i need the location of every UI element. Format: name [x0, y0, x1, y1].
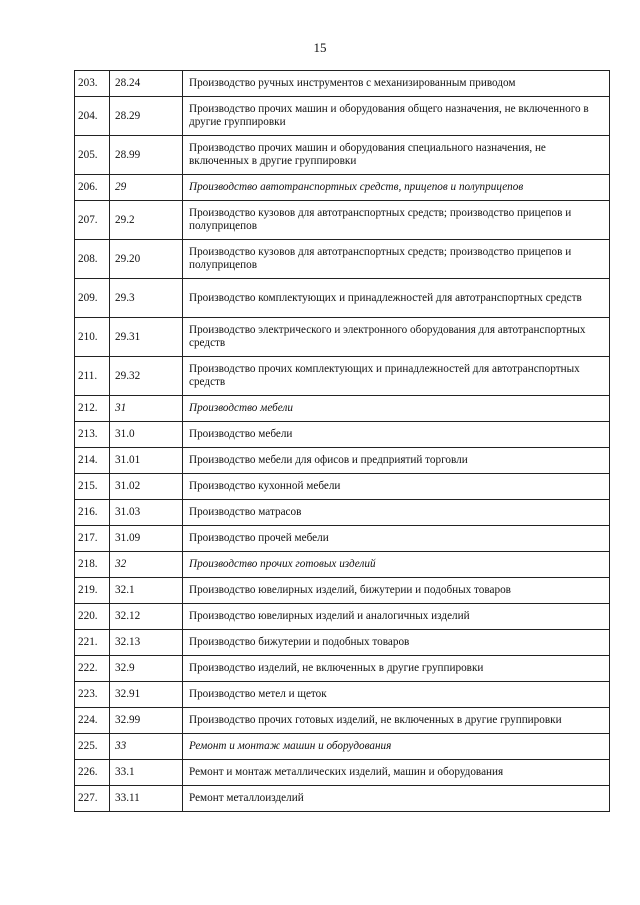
row-number-cell: 225.: [75, 734, 110, 760]
code-cell: 31.03: [110, 500, 183, 526]
name-cell: Ремонт металлоизделий: [183, 786, 610, 812]
code-cell: 33.11: [110, 786, 183, 812]
code-cell: 28.24: [110, 71, 183, 97]
code-cell: 29.31: [110, 318, 183, 357]
code-cell: 28.29: [110, 97, 183, 136]
table-row: [75, 474, 610, 500]
row-number-cell: 210.: [75, 318, 110, 357]
name-cell: Производство кухонной мебели: [183, 474, 610, 500]
table-row: [75, 708, 610, 734]
table-row: [75, 240, 610, 279]
table-row: [75, 500, 610, 526]
code-cell: 31.01: [110, 448, 183, 474]
name-cell: Производство матрасов: [183, 500, 610, 526]
code-cell: 31.09: [110, 526, 183, 552]
table-row: [75, 71, 610, 97]
table-row: [75, 357, 610, 396]
name-cell: Производство кузовов для автотранспортных средств; производство прицепов и полуприцепов: [183, 201, 610, 240]
table-row: [75, 136, 610, 175]
row-number-cell: 222.: [75, 656, 110, 682]
code-cell: 33.1: [110, 760, 183, 786]
name-cell: Ремонт и монтаж металлических изделий, машин и оборудования: [183, 760, 610, 786]
code-cell: 32.99: [110, 708, 183, 734]
code-cell: 32: [110, 552, 183, 578]
table-row: [75, 682, 610, 708]
name-cell: Производство ручных инструментов с механизированным приводом: [183, 71, 610, 97]
row-number-cell: 216.: [75, 500, 110, 526]
name-cell: Производство метел и щеток: [183, 682, 610, 708]
row-number-cell: 215.: [75, 474, 110, 500]
name-cell: Производство прочих готовых изделий: [183, 552, 610, 578]
row-number-cell: 221.: [75, 630, 110, 656]
table-row: [75, 279, 610, 318]
name-cell: Производство мебели для офисов и предприятий торговли: [183, 448, 610, 474]
row-number-cell: 209.: [75, 279, 110, 318]
row-number-cell: 207.: [75, 201, 110, 240]
code-cell: 32.12: [110, 604, 183, 630]
table-row: [75, 760, 610, 786]
row-number-cell: 211.: [75, 357, 110, 396]
name-cell: Производство изделий, не включенных в другие группировки: [183, 656, 610, 682]
name-cell: Производство прочих машин и оборудования общего назначения, не включенного в другие группировки: [183, 97, 610, 136]
code-cell: 29.2: [110, 201, 183, 240]
activity-codes-table: [74, 70, 610, 812]
code-cell: 32.9: [110, 656, 183, 682]
code-cell: 32.91: [110, 682, 183, 708]
row-number-cell: 206.: [75, 175, 110, 201]
row-number-cell: 227.: [75, 786, 110, 812]
row-number-cell: 208.: [75, 240, 110, 279]
page-number: 15: [313, 40, 327, 55]
row-number-cell: 219.: [75, 578, 110, 604]
table-row: [75, 97, 610, 136]
name-cell: Производство ювелирных изделий, бижутерии и подобных товаров: [183, 578, 610, 604]
row-number-cell: 212.: [75, 396, 110, 422]
row-number-cell: 213.: [75, 422, 110, 448]
table-row: [75, 526, 610, 552]
code-cell: 32.1: [110, 578, 183, 604]
table-row: [75, 422, 610, 448]
name-cell: Ремонт и монтаж машин и оборудования: [183, 734, 610, 760]
code-cell: 29.20: [110, 240, 183, 279]
name-cell: Производство мебели: [183, 422, 610, 448]
table-row: [75, 448, 610, 474]
name-cell: Производство комплектующих и принадлежностей для автотранспортных средств: [183, 279, 610, 318]
row-number-cell: 226.: [75, 760, 110, 786]
name-cell: Производство прочей мебели: [183, 526, 610, 552]
row-number-cell: 223.: [75, 682, 110, 708]
row-number-cell: 205.: [75, 136, 110, 175]
row-number-cell: 214.: [75, 448, 110, 474]
name-cell: Производство кузовов для автотранспортных средств; производство прицепов и полуприцепов: [183, 240, 610, 279]
code-cell: 31: [110, 396, 183, 422]
row-number-cell: 218.: [75, 552, 110, 578]
name-cell: Производство прочих машин и оборудования специального назначения, не включенных в другие группировки: [183, 136, 610, 175]
code-cell: 29.3: [110, 279, 183, 318]
table-row: [75, 396, 610, 422]
name-cell: Производство прочих комплектующих и принадлежностей для автотранспортных средств: [183, 357, 610, 396]
table-row: [75, 318, 610, 357]
code-cell: 31.02: [110, 474, 183, 500]
table-row: [75, 175, 610, 201]
code-cell: 31.0: [110, 422, 183, 448]
row-number-cell: 220.: [75, 604, 110, 630]
table-row: [75, 786, 610, 812]
name-cell: Производство прочих готовых изделий, не включенных в другие группировки: [183, 708, 610, 734]
table-row: [75, 630, 610, 656]
table-row: [75, 552, 610, 578]
name-cell: Производство бижутерии и подобных товаров: [183, 630, 610, 656]
name-cell: Производство ювелирных изделий и аналогичных изделий: [183, 604, 610, 630]
name-cell: Производство автотранспортных средств, прицепов и полуприцепов: [183, 175, 610, 201]
table-row: [75, 604, 610, 630]
code-cell: 28.99: [110, 136, 183, 175]
code-cell: 29: [110, 175, 183, 201]
row-number-cell: 224.: [75, 708, 110, 734]
name-cell: Производство мебели: [183, 396, 610, 422]
code-cell: 33: [110, 734, 183, 760]
table-row: [75, 656, 610, 682]
row-number-cell: 204.: [75, 97, 110, 136]
table-row: [75, 734, 610, 760]
name-cell: Производство электрического и электронного оборудования для автотранспортных средств: [183, 318, 610, 357]
row-number-cell: 217.: [75, 526, 110, 552]
row-number-cell: 203.: [75, 71, 110, 97]
table-row: [75, 201, 610, 240]
code-cell: 29.32: [110, 357, 183, 396]
code-cell: 32.13: [110, 630, 183, 656]
table-body: [75, 71, 610, 812]
table-row: [75, 578, 610, 604]
